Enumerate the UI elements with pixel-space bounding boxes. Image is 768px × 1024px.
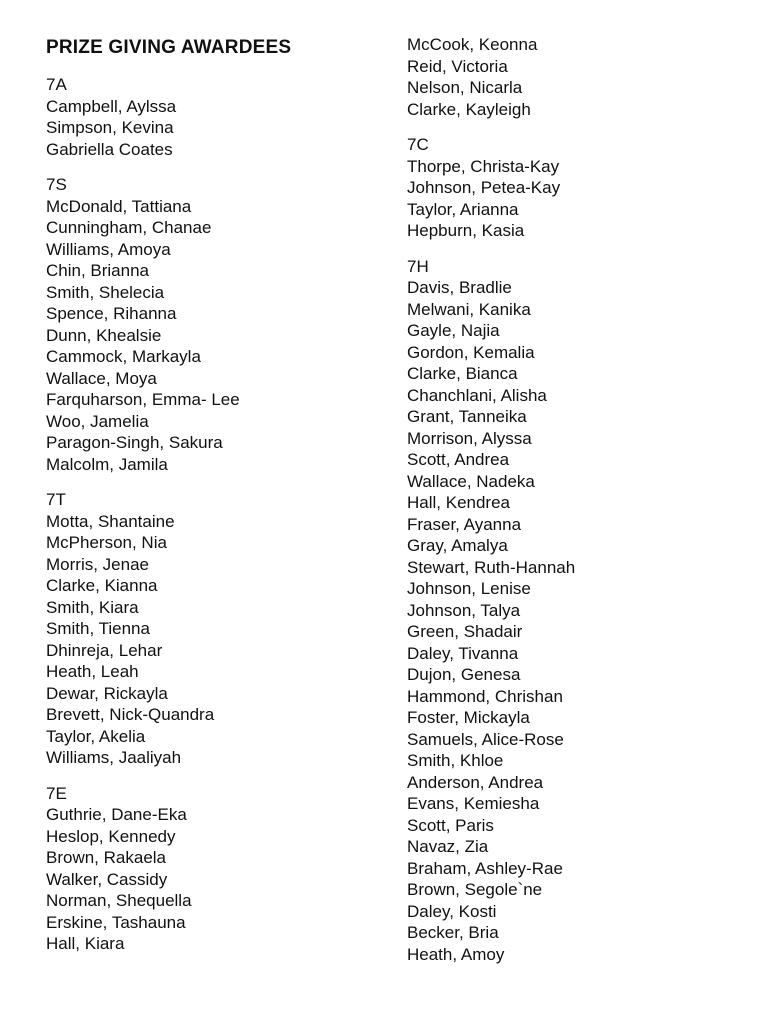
class-label: 7C: [407, 135, 429, 154]
awardee-name: Farquharson, Emma- Lee: [46, 390, 240, 409]
awardee-name: Heslop, Kennedy: [46, 826, 176, 846]
awardee-name: Taylor, Arianna: [407, 199, 519, 219]
awardee-name: Hammond, Chrishan: [407, 686, 563, 706]
awardee-name: Daley, Tivanna: [407, 643, 519, 663]
awardee-name: Brown, Segole`ne: [407, 880, 543, 899]
class-label: 7T: [46, 490, 66, 509]
awardee-name: Davis, Bradlie: [407, 278, 512, 297]
awardee-name: Evans, Kemiesha: [407, 794, 540, 813]
awardee-name: Hepburn, Kasia: [407, 221, 525, 240]
awardee-name: Smith, Kiara: [46, 597, 139, 617]
awardee-name: Chanchlani, Alisha: [407, 385, 547, 405]
awardee-name: Fraser, Ayanna: [407, 514, 522, 534]
awardee-name: Heath, Leah: [46, 662, 139, 681]
awardee-name: Johnson, Talya: [407, 600, 521, 620]
right-class-groups: [407, 134, 575, 965]
awardee-name: Melwani, Kanika: [407, 299, 531, 319]
awardee-name: Dujon, Genesa: [407, 665, 521, 684]
awardee-name: Malcolm, Jamila: [46, 454, 168, 474]
awardee-name: Norman, Shequella: [46, 891, 192, 910]
awardee-name: Spence, Rihanna: [46, 304, 177, 323]
awardee-name: Braham, Ashley-Rae: [407, 858, 563, 878]
awardee-name: Clarke, Kayleigh: [407, 99, 531, 119]
document-title: PRIZE GIVING AWARDEES: [46, 37, 292, 58]
awardee-name: Erskine, Tashauna: [46, 912, 186, 932]
awardee-name: Johnson, Petea-Kay: [407, 178, 561, 197]
awardee-name: Johnson, Lenise: [407, 579, 531, 598]
awardee-name: Chin, Brianna: [46, 261, 150, 280]
awardee-name: Williams, Amoya: [46, 239, 171, 259]
awardee-name: Navaz, Zia: [407, 837, 489, 856]
awardee-name: Nelson, Nicarla: [407, 78, 523, 97]
awardee-name: Clarke, Bianca: [407, 364, 518, 383]
awardee-name: Stewart, Ruth-Hannah: [407, 557, 576, 577]
awardee-name: Brown, Rakaela: [46, 848, 167, 867]
class-group: [46, 174, 291, 475]
awardee-name: Reid, Victoria: [407, 56, 508, 76]
right-column: [407, 34, 575, 979]
awardee-name: Morris, Jenae: [46, 554, 149, 574]
awardee-name: Campbell, Aylssa: [46, 96, 177, 116]
awardee-name: Williams, Jaaliyah: [46, 748, 182, 767]
awardee-name: Gray, Amalya: [407, 536, 508, 555]
awardee-name: Smith, Shelecia: [46, 282, 165, 302]
left-column: [46, 36, 291, 969]
awardee-name: Green, Shadair: [407, 622, 523, 641]
awardee-name: Wallace, Nadeka: [407, 471, 535, 491]
class-group: [46, 783, 291, 955]
awardee-name: Heath, Amoy: [407, 944, 505, 964]
awardee-name: Cammock, Markayla: [46, 347, 201, 366]
awardee-name: Simpson, Kevina: [46, 118, 174, 137]
awardee-name: Gayle, Najia: [407, 321, 500, 340]
awardee-name: Hall, Kendrea: [407, 493, 511, 512]
awardee-name: Walker, Cassidy: [46, 869, 168, 889]
awardee-name: Scott, Andrea: [407, 450, 510, 469]
awardee-name: Guthrie, Dane-Eka: [46, 805, 187, 824]
class-label: 7S: [46, 175, 67, 194]
awardee-name: Woo, Jamelia: [46, 411, 149, 431]
awardee-name: Motta, Shantaine: [46, 511, 175, 531]
awardee-name: Cunningham, Chanae: [46, 218, 212, 237]
awardee-name: Dewar, Rickayla: [46, 683, 168, 703]
awardee-name: Scott, Paris: [407, 815, 494, 835]
continued-name-list: [407, 34, 575, 120]
class-group: [407, 134, 575, 242]
class-label: 7A: [46, 75, 67, 94]
class-group: [46, 489, 291, 769]
awardee-name: Brevett, Nick-Quandra: [46, 705, 215, 724]
awardee-name: Paragon-Singh, Sakura: [46, 433, 223, 452]
awardee-name: Daley, Kosti: [407, 901, 497, 921]
awardee-name: Hall, Kiara: [46, 934, 125, 953]
class-group: [407, 256, 575, 966]
awardee-name: McPherson, Nia: [46, 533, 167, 552]
class-label: 7E: [46, 783, 67, 803]
class-group: [46, 74, 291, 160]
awardee-name: Dhinreja, Lehar: [46, 640, 163, 660]
left-class-groups: [46, 74, 291, 955]
awardee-name: Gordon, Kemalia: [407, 342, 535, 362]
awardee-name: Thorpe, Christa-Kay: [407, 156, 560, 176]
awardee-name: McDonald, Tattiana: [46, 196, 192, 216]
awardee-name: Gabriella Coates: [46, 139, 173, 159]
awardee-name: Smith, Khloe: [407, 751, 504, 770]
awardee-name: Grant, Tanneika: [407, 407, 527, 426]
awardee-name: Morrison, Alyssa: [407, 428, 532, 448]
awardee-name: Clarke, Kianna: [46, 576, 158, 595]
awardee-name: Foster, Mickayla: [407, 708, 530, 727]
awardee-name: Becker, Bria: [407, 923, 499, 942]
awardee-name: Smith, Tienna: [46, 619, 150, 638]
awardee-name: Samuels, Alice-Rose: [407, 729, 564, 749]
awardee-name: Taylor, Akelia: [46, 726, 146, 746]
awardee-name: Dunn, Khealsie: [46, 325, 162, 345]
awardee-name: Anderson, Andrea: [407, 772, 544, 792]
class-label: 7H: [407, 256, 429, 276]
awardee-name: Wallace, Moya: [46, 368, 157, 388]
awardee-name: McCook, Keonna: [407, 35, 538, 54]
